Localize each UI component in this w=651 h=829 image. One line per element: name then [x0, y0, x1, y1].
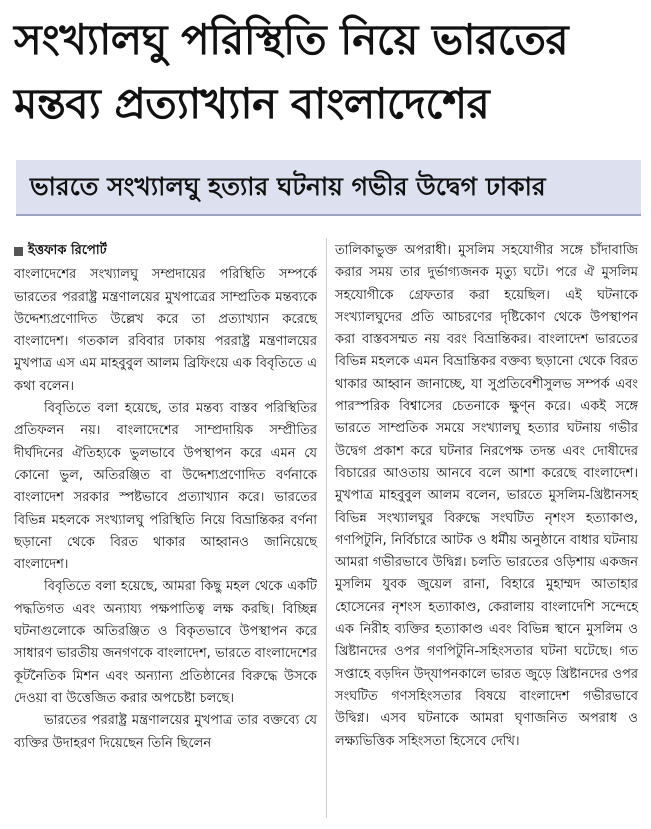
headline-line-1: সংখ্যালঘু পরিস্থিতি নিয়ে ভারতের: [14, 15, 569, 64]
column-divider: [326, 238, 327, 818]
byline-square-icon: [14, 247, 23, 256]
subheadline: ভারতে সংখ্যালঘু হত্যার ঘটনায় গভীর উদ্বেগ ঢাকার: [30, 172, 546, 201]
article-paragraph: বিবৃতিতে বলা হয়েছে, আমরা কিছু মহল থেকে একটি পদ্ধতিগত এবং অন্যায্য পক্ষপাতিত্ব লক্ষ করছি। বিচ্ছিন্ন ঘটনাগুলোকে অতিরঞ্জিত ও বিকৃতভাবে উপস্থাপন করে সাধারণ ভারতীয় জনগণকে বাংলাদেশ, ভারতে বাংলাদেশের কূটনৈতিক মিশন এবং অন্যান্য প্রতিষ্ঠানের বিরুদ্ধে উসকে দেওয়া বা উত্তেজিত করার অপচেষ্টা চলছে।: [14, 579, 317, 706]
headline-line-2: মন্তব্য প্রত্যাখ্যান বাংলাদেশের: [14, 79, 490, 128]
article-paragraph: বিবৃতিতে বলা হয়েছে, তার মন্তব্য বাস্তব পরিস্থিতির প্রতিফলন নয়। বাংলাদেশের সাম্প্রদায়িক সম্প্রীতির দীর্ঘদিনের ঐতিহ্যকে ভুলভাবে উপস্থাপন করে এমন যে কোনো ভুল, অতিরঞ্জিত বা উদ্দেশ্যপ্রণোদিত বর্ণনাকে বাংলাদেশ সরকার স্পষ্টভাবে প্রত্যাখ্যান করে। ভারতের বিভিন্ন মহলকে সংখ্যালঘু পরিস্থিতি নিয়ে বিভ্রান্তিকর বর্ণনা ছড়ানো থেকে বিরত থাকার আহ্বানও জানিয়েছে বাংলাদেশ।: [14, 401, 317, 573]
article-column-left: [14, 240, 317, 755]
byline-text: ইত্তফাক রিপোর্ট: [28, 243, 107, 258]
headline: [14, 8, 639, 136]
subheadline-banner: [16, 160, 641, 216]
article-paragraph: ভারতের পররাষ্ট্র মন্ত্রণালয়ের মুখপাত্র তার বক্তব্যে যে ব্যক্তির উদাহরণ দিয়েছেন তিনি ছিলেন: [14, 713, 317, 751]
article-column-right: [335, 240, 638, 753]
byline: [14, 240, 317, 262]
article-paragraph: তালিকাভুক্ত অপরাধী। মুসলিম সহযোগীর সঙ্গে চাঁদাবাজি করার সময় তার দুর্ভাগ্যজনক মৃত্যু ঘটে। পরে ঐ মুসলিম সহযোগীকে গ্রেফতার করা হয়েছিল। এই ঘটনাকে সংখ্যালঘুদের প্রতি আচরণের দৃষ্টিকোণ থেকে উপস্থাপন করা বাস্তবসম্মত নয় বরং বিভ্রান্তিকর। বাংলাদেশ ভারতের বিভিন্ন মহলকে এমন বিভ্রান্তিকর বক্তব্য ছড়ানো থেকে বিরত থাকার আহ্বান জানাচ্ছে, যা সুপ্রতিবেশীসুলভ সম্পর্ক এবং পারস্পরিক বিশ্বাসের চেতনাকে ক্ষুণ্ন করে। একই সঙ্গে ভারতে সাম্প্রতিক সময়ে সংখ্যালঘু হত্যার ঘটনায় গভীর উদ্বেগ প্রকাশ করে ঘটনার নিরপেক্ষ তদন্ত এবং দোষীদের বিচারের আওতায় আনবে বলে আশা করেছে বাংলাদেশ। মুখপাত্র মাহবুবুল আলম বলেন, ভারতে মুসলিম-খ্রিষ্টানসহ বিভিন্ন সংখ্যালঘুর বিরুদ্ধে সংঘটিত নৃশংস হত্যাকাণ্ড, গণপিটুনি, নির্বিচারে আটক ও ধর্মীয় অনুষ্ঠানে বাধার ঘটনায় আমরা গভীরভাবে উদ্বিগ্ন। চলতি ভারতের ওড়িশায় একজন মুসলিম যুবক জুয়েল রানা, বিহারে মুহাম্মদ আতাহার হোসেনের নৃশংস হত্যাকাণ্ড, কেরালায় বাংলাদেশি সন্দেহে এক নিরীহ ব্যক্তির হত্যাকাণ্ড এবং বিভিন্ন স্থানে মুসলিম ও খ্রিষ্টানদের ওপর গণপিটুনি-সহিংসতার ঘটনা ঘটেছে। গত সপ্তাহে বড়দিন উদ্‌যাপনকালে ভারত জুড়ে খ্রিষ্টানদের ওপর সংঘটিত গণসহিংসতার বিষয়ে বাংলাদেশ গভীরভাবে উদ্বিগ্ন। এসব ঘটনাকে আমরা ঘৃণাজনিত অপরাধ ও লক্ষ্যভিত্তিক সহিংসতা হিসেবে দেখি।: [335, 243, 638, 749]
article-paragraph: বাংলাদেশের সংখ্যালঘু সম্প্রদায়ের পরিস্থিতি সম্পর্কে ভারতের পররাষ্ট্র মন্ত্রণালয়ের মুখপাত্রের সাম্প্রতিক মন্তব্যকে উদ্দেশ্যপ্রণোদিত উল্লেখ করে তা প্রত্যাখ্যান করেছে বাংলাদেশ। গতকাল রবিবার ঢাকায় পররাষ্ট্র মন্ত্রণালয়ের মুখপাত্র এস এম মাহবুবুল আলম ব্রিফিংয়ে এক বিবৃতিতে এ কথা বলেন।: [14, 267, 317, 394]
